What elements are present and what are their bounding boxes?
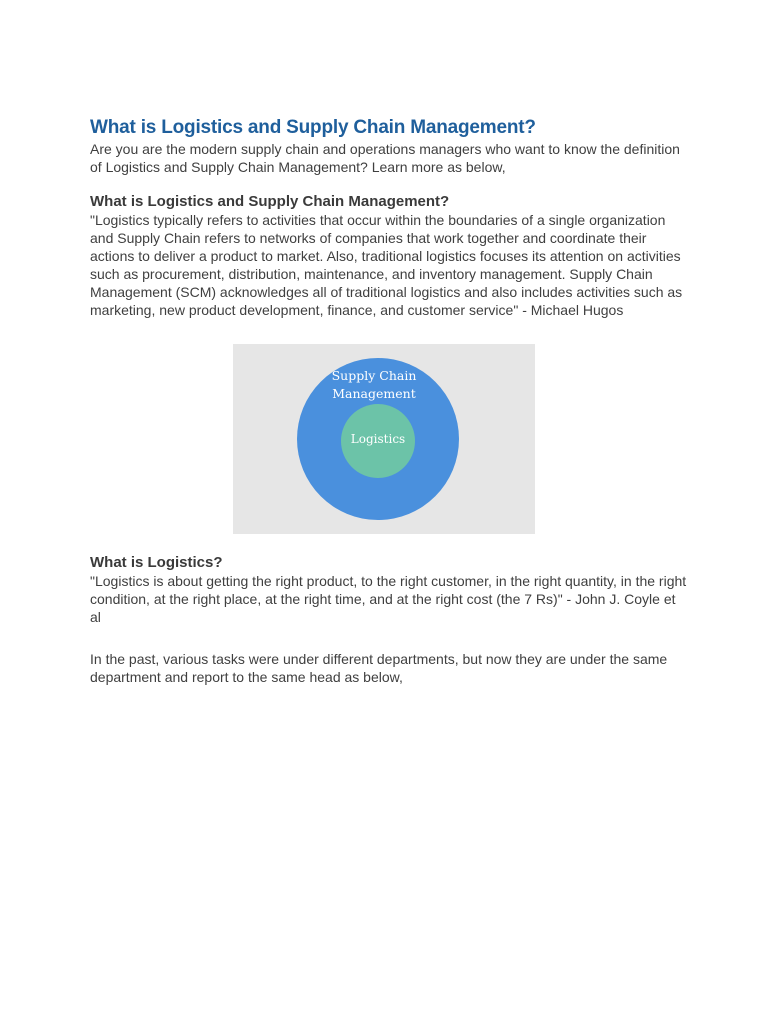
- scm-logistics-diagram: [233, 344, 535, 534]
- section-body-logistics: "Logistics is about getting the right product, to the right customer, in the right quantity, in the right condition, at the right place, at the right time, and at the right cost (the 7 Rs)" - John J. Coyle et al: [90, 573, 687, 625]
- section-heading-logistics-scm: What is Logistics and Supply Chain Management?: [90, 193, 450, 210]
- section-body-logistics-scm: "Logistics typically refers to activities that occur within the boundaries of a single organization and Supply Chain refers to networks of companies that work together and coordinate their actions to deliver a product to market. Also, traditional logistics focuses its attention on activities such as procurement, distribution, maintenance, and inventory management. Supply Chain Management (SCM) acknowledges all of traditional logistics and also includes activities such as marketing, new product development, finance, and customer service" - Michael Hugos: [90, 212, 683, 318]
- diagram-svg: [233, 344, 535, 534]
- section-heading-logistics: What is Logistics?: [90, 554, 223, 571]
- outer-label-line2: Management: [332, 386, 416, 401]
- article: [90, 116, 690, 686]
- outer-label-line1: Supply Chain: [331, 368, 417, 383]
- intro-paragraph: Are you are the modern supply chain and operations managers who want to know the definition of Logistics and Supply Chain Management? Learn more as below,: [90, 141, 680, 175]
- inner-label: Logistics: [350, 432, 406, 446]
- section-body-departments: In the past, various tasks were under different departments, but now they are under the same department and report to the same head as below,: [90, 651, 668, 685]
- article-title: What is Logistics and Supply Chain Management?: [90, 117, 536, 138]
